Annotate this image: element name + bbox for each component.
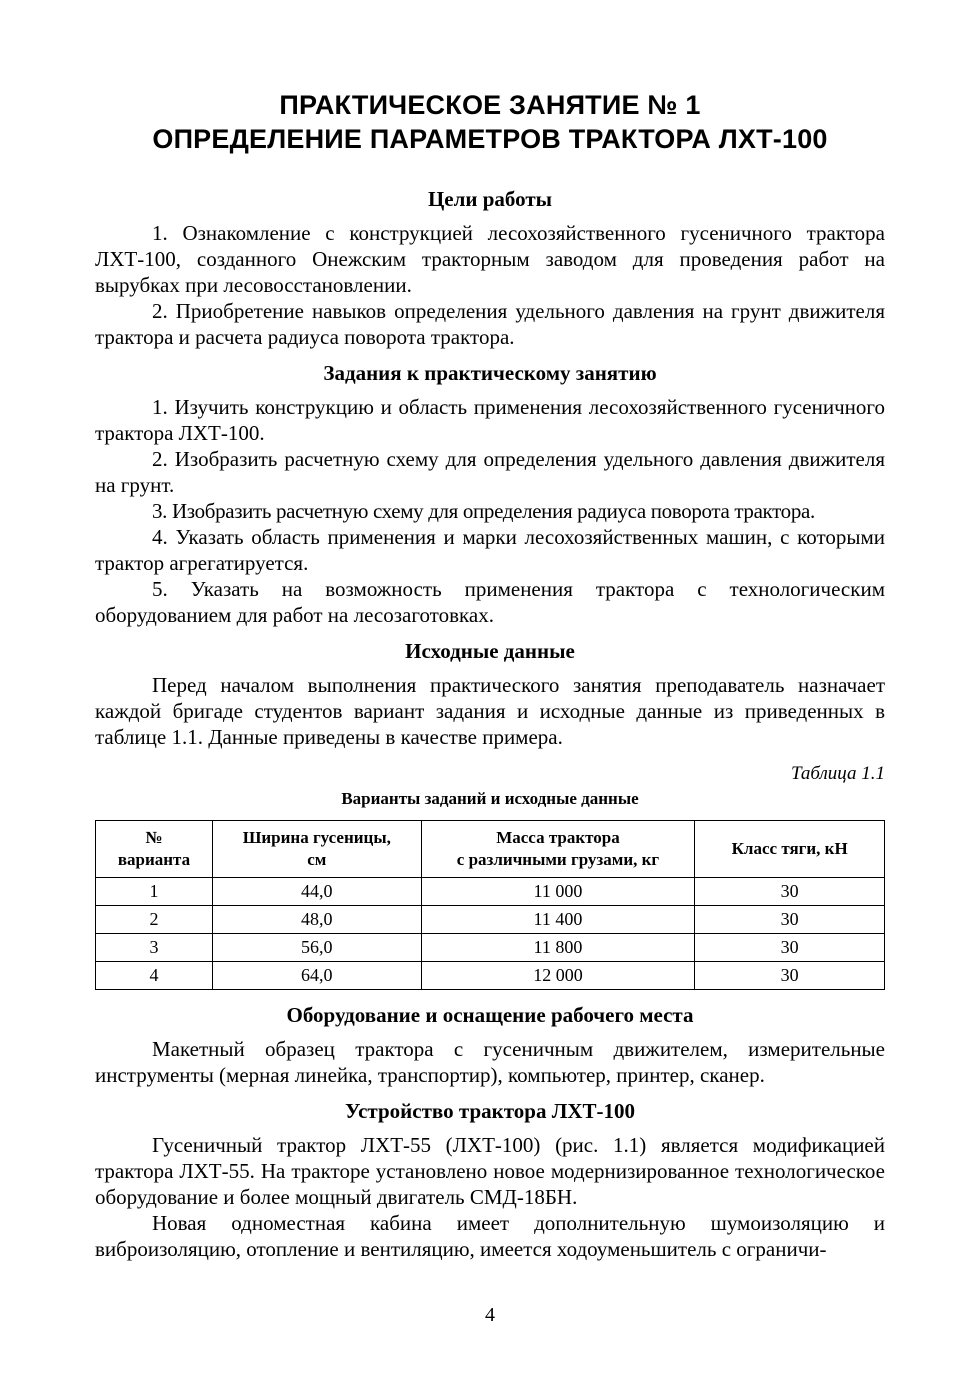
goal-item-2: 2. Приобретение навыков определения удельного давления на грунт движителя трактора и расчета радиуса поворота трактора.	[95, 299, 885, 349]
table-title: Варианты заданий и исходные данные	[341, 789, 639, 808]
cell-tractor-mass: 11 400	[421, 906, 695, 934]
device-heading: Устройство трактора ЛХТ-100	[344, 1099, 636, 1123]
cell-variant: 1	[96, 878, 213, 906]
task-item-1: 1. Изучить конструкцию и область применения лесохозяйственного гусеничного трактора ЛХТ-100.	[95, 395, 885, 445]
table-row	[96, 878, 885, 906]
table-row	[96, 962, 885, 990]
initial-data-text: Перед началом выполнения практического занятия преподаватель назначает каждой бригаде студентов вариант задания и исходные данные из приведенных в таблице 1.1. Данные приведены в качестве примера.	[95, 673, 885, 749]
goal-item-1: 1. Ознакомление с конструкцией лесохозяйственного гусеничного трактора ЛХТ-100, созданного Онежским тракторным заводом для проведения работ на вырубках при лесовосстановлении.	[95, 221, 885, 297]
cell-variant: 4	[96, 962, 213, 990]
header-traction-class: Класс тяги, кН	[695, 821, 885, 878]
header-track-width: Ширина гусеницы, см	[212, 821, 421, 878]
device-paragraph-1: Гусеничный трактор ЛХТ-55 (ЛХТ-100) (рис. 1.1) является модификацией трактора ЛХТ-55. На тракторе установлено новое модернизированное технологическое оборудование и более мощный двигатель СМД-18БН.	[95, 1133, 885, 1209]
cell-track-width: 56,0	[212, 934, 421, 962]
page-content	[95, 88, 885, 1262]
device-paragraph-2: Новая одноместная кабина имеет дополнительную шумоизоляцию и виброизоляцию, отопление и вентиляцию, имеется ходоуменьшитель с ограничи-	[95, 1211, 885, 1261]
page-title	[95, 88, 885, 156]
header-variant: № варианта	[96, 821, 213, 878]
cell-tractor-mass: 11 800	[421, 934, 695, 962]
table-header-row	[96, 821, 885, 878]
cell-traction-class: 30	[695, 878, 885, 906]
variants-table	[95, 820, 885, 990]
cell-traction-class: 30	[695, 962, 885, 990]
table-label: Таблица 1.1	[791, 763, 885, 784]
tasks-heading: Задания к практическому занятию	[323, 361, 657, 385]
initial-data-heading: Исходные данные	[405, 639, 575, 663]
equipment-heading: Оборудование и оснащение рабочего места	[286, 1003, 694, 1027]
cell-traction-class: 30	[695, 934, 885, 962]
task-item-3: 3. Изобразить расчетную схему для определения радиуса поворота трактора.	[152, 499, 815, 523]
cell-track-width: 48,0	[212, 906, 421, 934]
goals-heading: Цели работы	[427, 187, 553, 211]
title-line-1: ПРАКТИЧЕСКОЕ ЗАНЯТИЕ № 1	[279, 90, 701, 120]
page-number: 4	[485, 1304, 495, 1326]
cell-track-width: 44,0	[212, 878, 421, 906]
cell-track-width: 64,0	[212, 962, 421, 990]
cell-variant: 3	[96, 934, 213, 962]
equipment-text: Макетный образец трактора с гусеничным движителем, измерительные инструменты (мерная линейка, транспортир), компьютер, принтер, сканер.	[95, 1037, 885, 1087]
task-item-2: 2. Изобразить расчетную схему для определения удельного давления движителя на грунт.	[95, 447, 885, 497]
cell-variant: 2	[96, 906, 213, 934]
title-line-2: ОПРЕДЕЛЕНИЕ ПАРАМЕТРОВ ТРАКТОРА ЛХТ-100	[152, 124, 828, 154]
cell-tractor-mass: 12 000	[421, 962, 695, 990]
cell-tractor-mass: 11 000	[421, 878, 695, 906]
task-item-5: 5. Указать на возможность применения трактора с технологическим оборудованием для работ на лесозаготовках.	[95, 577, 885, 627]
header-tractor-mass: Масса трактора с различными грузами, кг	[421, 821, 695, 878]
cell-traction-class: 30	[695, 906, 885, 934]
task-item-4: 4. Указать область применения и марки лесохозяйственных машин, с которыми трактор агрегатируется.	[95, 525, 885, 575]
table-row	[96, 934, 885, 962]
table-row	[96, 906, 885, 934]
